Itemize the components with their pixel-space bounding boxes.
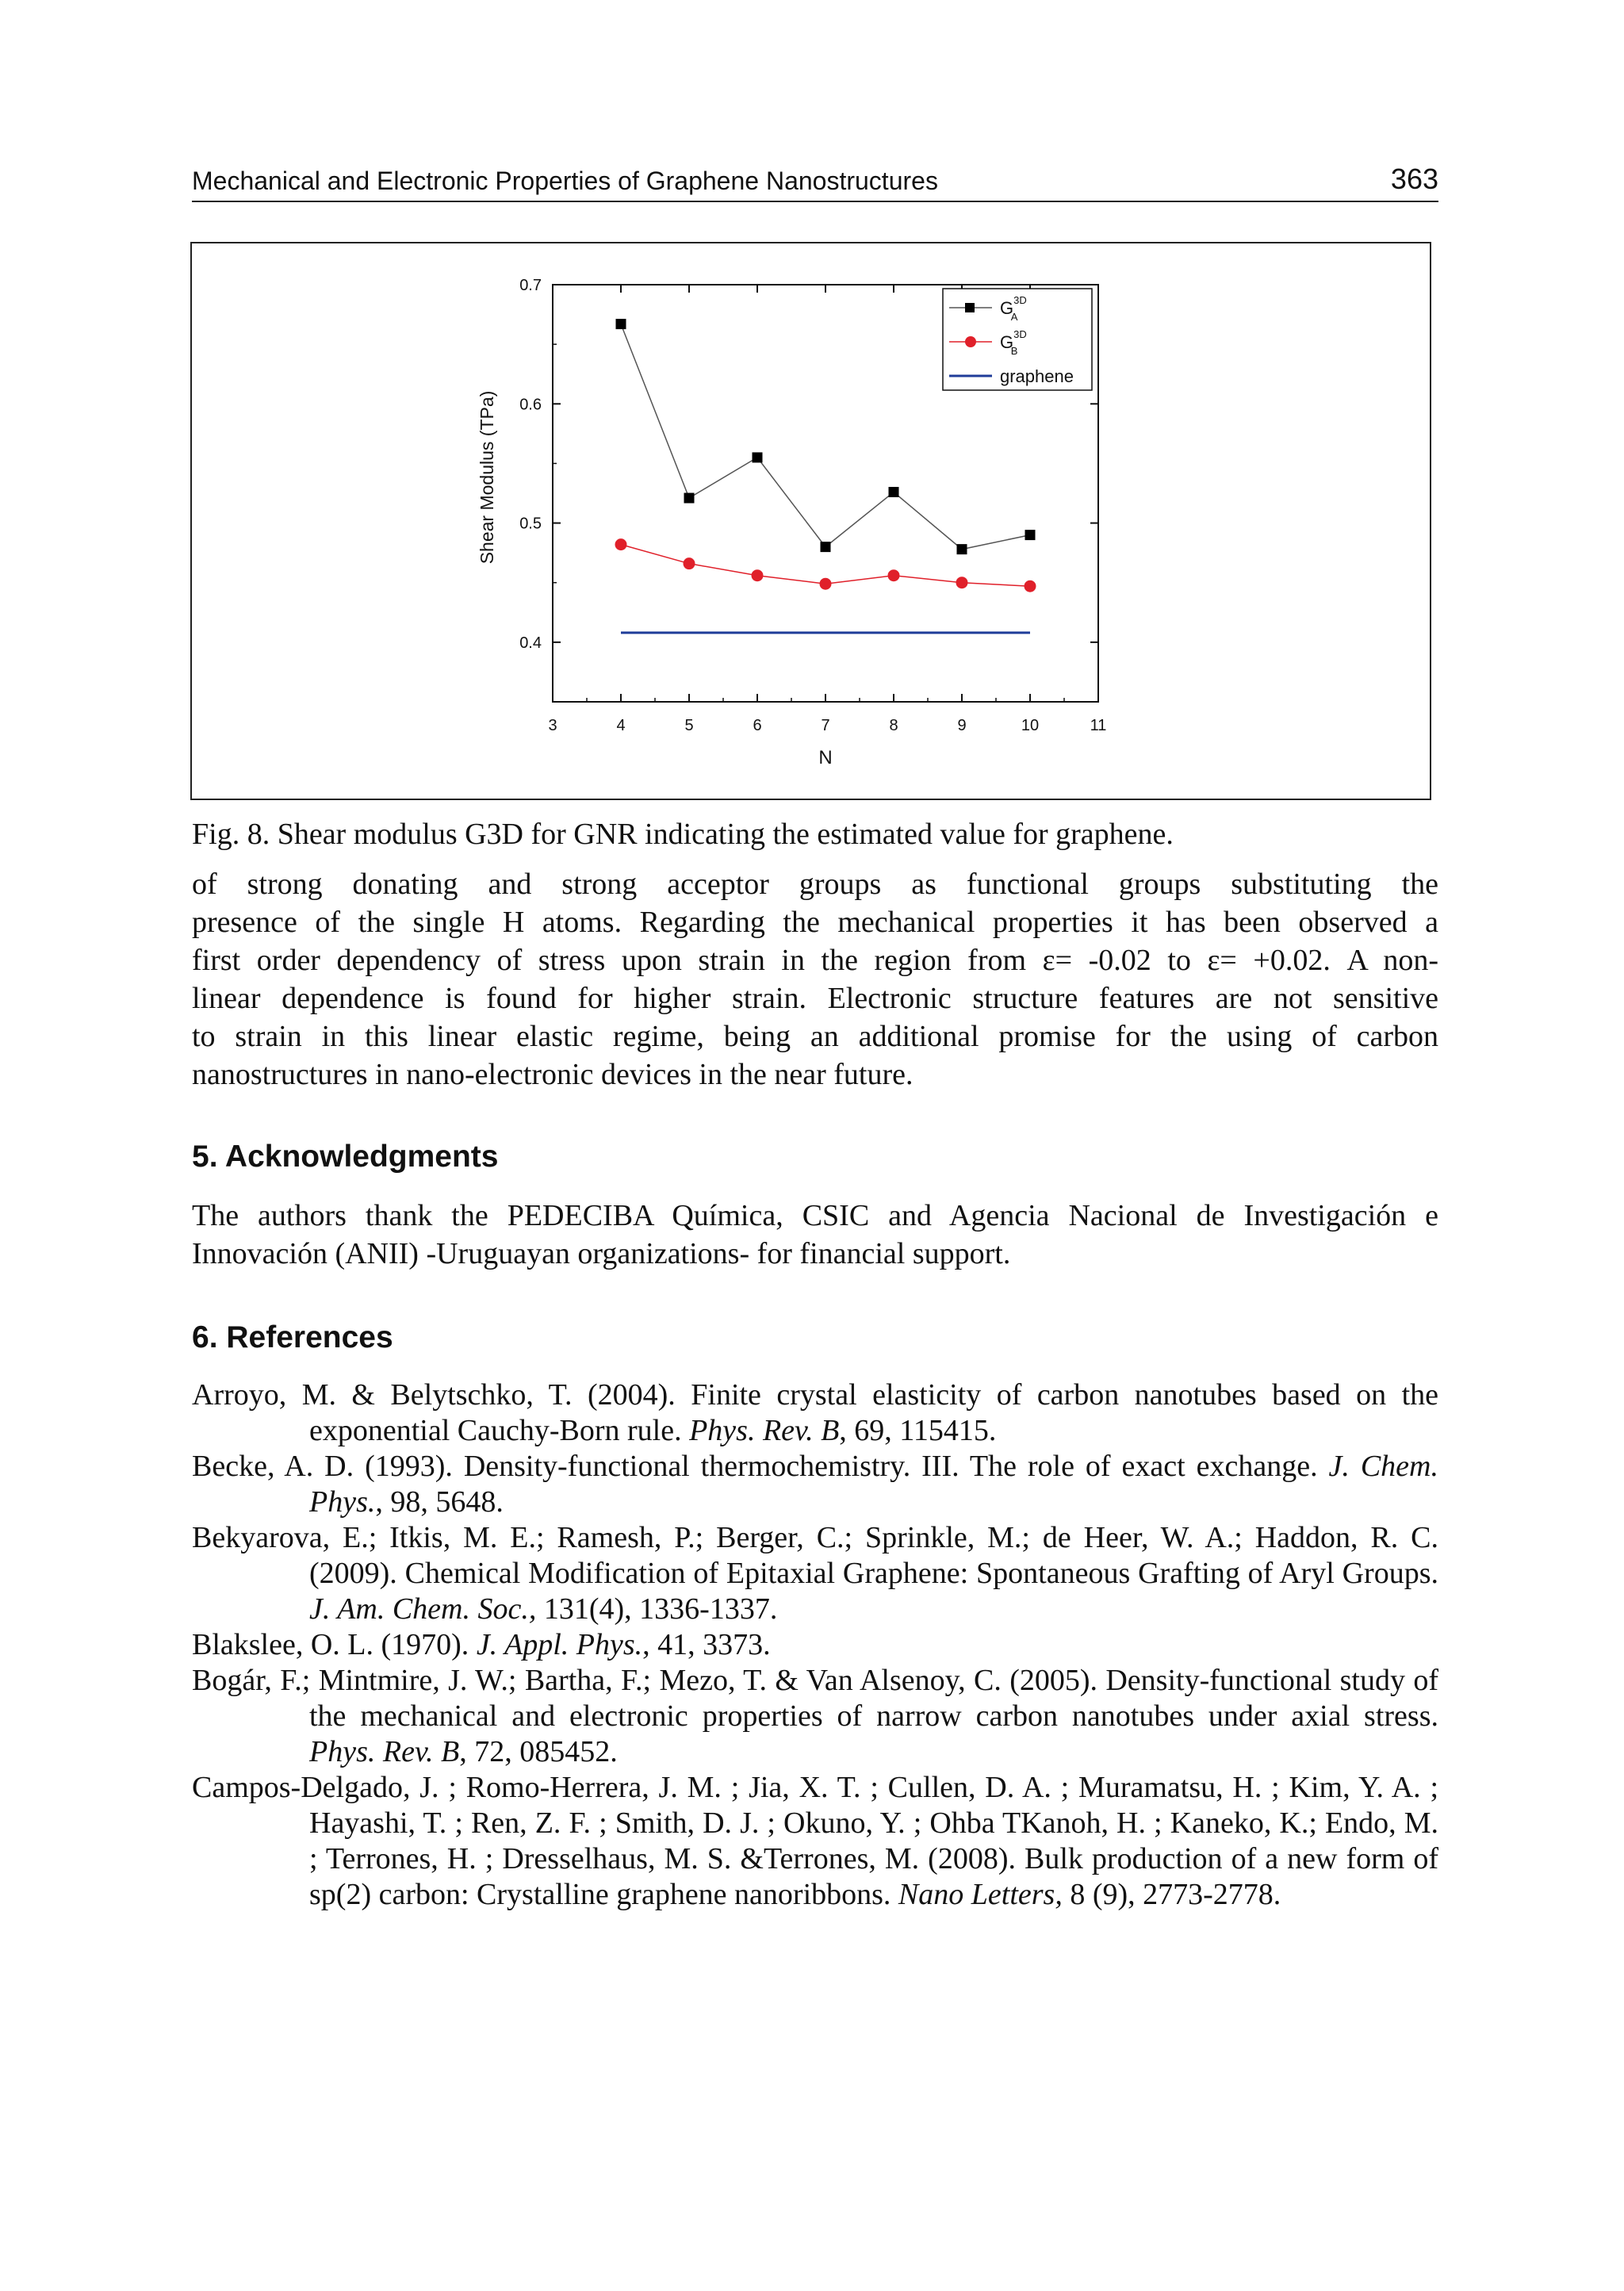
- x-tick-label: 4: [616, 717, 626, 734]
- paragraph-line: of strong donating and strong acceptor groups as functional groups substituting the: [192, 868, 1438, 901]
- page-number: 363: [1390, 163, 1438, 195]
- acknowledgments-paragraph: [192, 1197, 1438, 1273]
- legend-entry: graphene: [1000, 366, 1074, 386]
- reference-item: Blakslee, O. L. (1970). J. Appl. Phys., 41, 3373.: [192, 1628, 771, 1661]
- data-point-square: [821, 542, 831, 552]
- legend-entry: $G^{3D}$ A: [1000, 294, 1027, 323]
- journal-name: J. Appl. Phys.: [476, 1628, 643, 1661]
- data-point-circle: [956, 577, 968, 588]
- paragraph-line: The authors thank the PEDECIBA Química, CSIC and Agencia Nacional de Investigación e: [192, 1199, 1438, 1232]
- x-tick-label: 7: [821, 717, 830, 734]
- paragraph-line: linear dependence is found for higher strain. Electronic structure features are not sensitive: [192, 982, 1438, 1015]
- reference-item: Bogár, F.; Mintmire, J. W.; Bartha, F.; Mezo, T. & Van Alsenoy, C. (2005). Density-functional study of the mechanical and electronic properties of narrow carbon nanotubes under axial stress. Phys. Rev. B, 72, 085452.: [192, 1664, 1438, 1768]
- data-point-circle: [752, 569, 764, 581]
- data-point-circle: [888, 569, 900, 581]
- journal-name: J. Am. Chem. Soc.,: [309, 1592, 537, 1626]
- x-tick-label: 6: [753, 717, 762, 734]
- y-tick-label: 0.6: [519, 396, 542, 414]
- x-tick-label: 3: [548, 717, 557, 734]
- paragraph-line: nanostructures in nano-electronic devices in the near future.: [192, 1058, 914, 1091]
- x-tick-label: 10: [1021, 717, 1040, 734]
- reference-item: Arroyo, M. & Belytschko, T. (2004). Finite crystal elasticity of carbon nanotubes based on the exponential Cauchy-Born rule. Phys. Rev. B, 69, 115415.: [192, 1378, 1438, 1447]
- body-paragraph: [192, 865, 1438, 1094]
- references-heading: 6. References: [192, 1320, 393, 1354]
- figure-frame: [190, 242, 1431, 800]
- reference-item: Bekyarova, E.; Itkis, M. E.; Ramesh, P.; Berger, C.; Sprinkle, M.; de Heer, W. A.; Haddon, R. C. (2009). Chemical Modification of Epitaxial Graphene: Spontaneous Grafting of Aryl Groups. J. Am. Chem. Soc., 131(4), 1336-1337.: [192, 1521, 1438, 1626]
- running-head: [192, 163, 1438, 202]
- reference-item: Campos-Delgado, J. ; Romo-Herrera, J. M. ; Jia, X. T. ; Cullen, D. A. ; Muramatsu, H. ; Kim, Y. A. ; Hayashi, T. ; Ren, Z. F. ; Smith, D. J. ; Okuno, Y. ; Ohba TKanoh, H. ; Kaneko, K.; Endo, M. ; Terrones, H. ; Dresselhaus, M. S. &Terrones, M. (2008). Bulk production of a new form of sp(2) carbon: Crystalline graphene nanoribbons. Nano Letters, 8 (9), 2773-2778.: [192, 1771, 1438, 1911]
- paragraph-line: presence of the single H atoms. Regarding the mechanical properties it has been observed a: [192, 906, 1438, 939]
- data-point-square: [753, 452, 763, 462]
- x-tick-label: 8: [889, 717, 898, 734]
- x-tick-label: 5: [684, 717, 694, 734]
- data-point-square: [889, 487, 899, 497]
- data-point-circle: [1025, 580, 1036, 592]
- y-tick-label: 0.5: [519, 515, 542, 533]
- references-list: [192, 1377, 1438, 1913]
- reference-item: Becke, A. D. (1993). Density-functional thermochemistry. III. The role of exact exchange. J. Chem. Phys., 98, 5648.: [192, 1450, 1438, 1519]
- legend-entry: $G^{3D}$ B: [1000, 328, 1027, 357]
- x-tick-label: 9: [957, 717, 967, 734]
- acknowledgments-heading: 5. Acknowledgments: [192, 1140, 499, 1174]
- journal-name: J. Chem. Phys.: [309, 1450, 1438, 1519]
- journal-name: Nano Letters,: [898, 1878, 1063, 1911]
- data-point-square: [1025, 530, 1036, 540]
- y-tick-label: 0.7: [519, 277, 542, 294]
- x-axis-label: N: [818, 747, 833, 768]
- paragraph-line: Innovación (ANII) -Uruguayan organizations- for financial support.: [192, 1237, 1011, 1270]
- y-axis-label: Shear Modulus (TPa): [477, 390, 497, 565]
- paragraph-line: first order dependency of stress upon strain in the region from ε= -0.02 to ε= +0.02. A non-: [192, 944, 1438, 977]
- figure-caption: Fig. 8. Shear modulus G3D for GNR indicating the estimated value for graphene.: [192, 818, 1174, 851]
- x-tick-label: 11: [1090, 717, 1107, 734]
- data-point-square: [684, 493, 695, 504]
- legend-marker-circle: [965, 336, 976, 347]
- data-point-circle: [820, 578, 832, 590]
- data-point-square: [616, 319, 626, 329]
- running-title: Mechanical and Electronic Properties of Graphene Nanostructures: [192, 167, 938, 195]
- legend-marker-square: [965, 303, 975, 312]
- journal-name: Phys. Rev. B: [689, 1414, 840, 1447]
- data-point-circle: [615, 538, 627, 550]
- y-tick-label: 0.4: [519, 634, 542, 652]
- journal-name: Phys. Rev. B: [309, 1735, 460, 1768]
- data-point-square: [957, 544, 967, 554]
- data-point-circle: [684, 557, 695, 569]
- paragraph-line: to strain in this linear elastic regime, being an additional promise for the using of carbon: [192, 1020, 1438, 1053]
- shear-modulus-chart: [192, 243, 1430, 799]
